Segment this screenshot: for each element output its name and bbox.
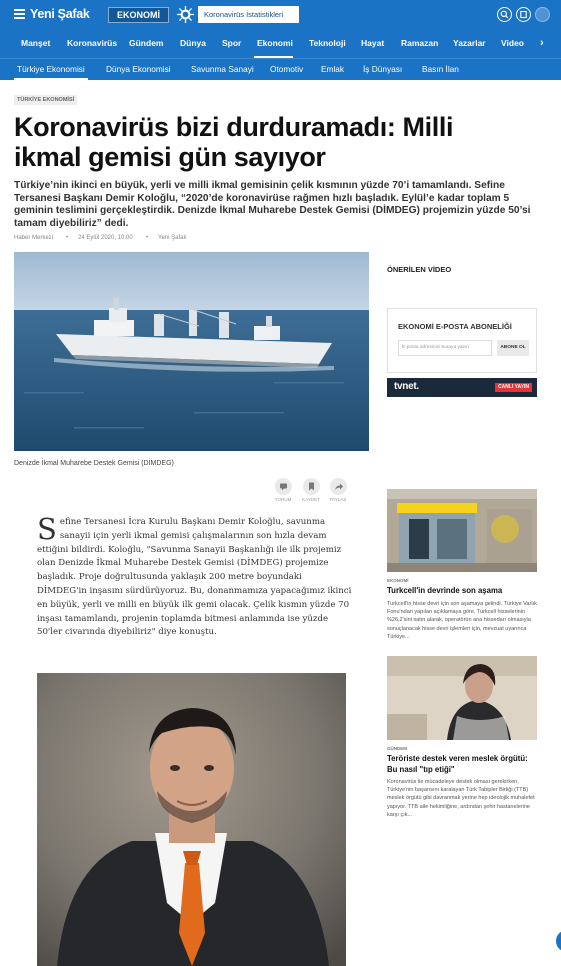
portrait-image[interactable] — [37, 673, 346, 966]
date-dot: • — [66, 235, 69, 241]
subnav-item-emlak[interactable]: Emlak — [321, 64, 345, 74]
subscribe-button[interactable]: ABONE OL — [497, 340, 529, 356]
nav-item-manset[interactable]: Manşet — [21, 38, 51, 48]
nav-item-gundem[interactable]: Gündem — [129, 38, 164, 48]
category-tag[interactable]: TÜRKİYE EKONOMİSİ — [14, 95, 77, 105]
source-dot: • — [146, 235, 149, 241]
menu-icon[interactable] — [14, 9, 25, 19]
site-logo[interactable]: Yeni Şafak — [30, 7, 90, 21]
article-title: Koronavirüs bizi durduramadı: Milli ikmal gemisi gün sayıyor — [14, 112, 454, 172]
subnav-item-savunma-sanayi[interactable]: Savunma Sanayi — [191, 64, 254, 74]
gallery-icon[interactable] — [516, 7, 531, 22]
nav-item-koronavirus[interactable]: Koronavirüs — [67, 38, 118, 48]
section-badge[interactable]: EKONOMİ — [108, 7, 169, 23]
card-description: Turkcell'in hisse devri için son aşamaya gelindi. Türkiye Varlık Fonu'ndan yapılan açıklamaya göre, Turkcell hisselerinin %26,2'sini satın alarak, operatörün ana hissedarı olmasıyla sonuçlanacak hisse devri işlemleri için, mevzuat uyarınca Türkiye... — [387, 601, 537, 640]
recommended-video-label: ÖNERİLEN VİDEO — [387, 265, 452, 274]
card-description: Koronavirüs ile mücadeleye destek olması gerekirken, Türkiye'nin başarısını karalayan Türk Tabipler Birliği (TTB) meslek örgütü gibi davranmak yerine hep ideolojik muhalefet yapıyor. TTB aile hekimliğine, ardından şehir hastanelerine karşı çık... — [387, 779, 535, 818]
article-main-image[interactable] — [14, 252, 369, 451]
subnav-item-dunya-ekonomisi[interactable]: Dünya Ekonomisi — [106, 64, 171, 74]
share-label: PAYLAŞ — [329, 497, 347, 502]
article-date: 24 Eylül 2020, 10:00 — [78, 235, 133, 241]
nav-item-teknoloji[interactable]: Teknoloji — [309, 38, 346, 48]
comment-label: YORUM — [274, 497, 292, 502]
card-title[interactable]: Teröriste destek veren meslek örgütü: Bu nasıl "tıp etiği" — [387, 754, 528, 774]
scroll-top-button[interactable] — [556, 930, 561, 952]
user-icon[interactable] — [535, 7, 550, 22]
subnav-item-turkiye-ekonomisi[interactable]: Türkiye Ekonomisi — [17, 64, 85, 74]
image-caption: Denizde İkmal Muharebe Destek Gemisi (DİMDEG) — [14, 460, 174, 467]
subnav-item-otomotiv[interactable]: Otomotiv — [270, 64, 304, 74]
save-button[interactable] — [298, 478, 324, 502]
nav-item-hayat[interactable]: Hayat — [361, 38, 385, 48]
subnav-item-basin-ilan[interactable]: Basın İlan — [422, 64, 459, 74]
drop-cap: S — [37, 512, 57, 546]
card-title[interactable]: Turkcell'in devrinde son aşama — [387, 586, 503, 595]
live-badge[interactable]: CANLI YAYIN — [495, 383, 532, 392]
newsletter-box — [387, 308, 537, 373]
share-icon — [330, 478, 347, 495]
chevron-right-icon[interactable]: › — [540, 37, 544, 49]
nav-item-yazarlar[interactable]: Yazarlar — [453, 38, 486, 48]
article-source: Yeni Şafak — [158, 235, 187, 241]
comment-button[interactable] — [270, 478, 296, 502]
subnav-active-indicator — [14, 78, 88, 80]
article-summary: Türkiye’nin ikinci en büyük, yerli ve milli ikmal gemisinin çelik kısmının yüzde 70’i tamamlandı. Sefine Tersanesi Başkanı Demir Koloğlu, “2020’de koronavirüse rağmen hızlı başladık. Eylül’e kadar toplam 5 geminin teslimini gerçekleştirdik. Denizde İkmal Muharebe Destek Gemisi (DİMDEG) projemizin yüzde 50’si tamam diyebiliriz” dedi. — [14, 180, 531, 229]
tvnet-logo: tvnet. — [394, 381, 419, 392]
save-label: KAYDET — [302, 497, 320, 502]
tvnet-banner[interactable] — [387, 378, 537, 397]
main-nav — [0, 30, 561, 58]
nav-item-dunya[interactable]: Dünya — [180, 38, 206, 48]
card-category[interactable]: GÜNDEM — [387, 746, 407, 751]
top-bar — [0, 0, 561, 30]
nav-item-video[interactable]: Video — [501, 38, 524, 48]
news-card-image[interactable] — [387, 489, 537, 572]
article-body-text: efine Tersanesi İcra Kurulu Başkanı Demir Koloğlu, savunma sanayii için yerli ikmal gemisi çalışmalarının son hızla devam ettiğini bildirdi. Koloğlu, "Savunma Sanayii Başkanlığı ile ilk projemiz olan Denizde İkmal Muharebe Destek Gemisi (DİMDEG) projemize başladık. Proje doğrultusunda yaklaşık 200 metre boyundaki DİMDEG'in inşasını sürdürüyoruz. Bu, donanmamıza yapacağımız ikinci en büyük, yerli ve milli en büyük ilk gemi olacak. Çelik kısmın yüzde 70 inşası tamamlandı, projenin toplamda bitmesi anlamında ise yüzde 50'ler civarında diyebiliriz" diye konuştu. — [37, 517, 352, 638]
newsletter-title: EKONOMİ E-POSTA ABONELİĞİ — [398, 322, 512, 331]
subnav-item-is-dunyasi[interactable]: İş Dünyası — [363, 64, 403, 74]
nav-item-ekonomi[interactable]: Ekonomi — [257, 38, 293, 48]
article-body — [37, 512, 352, 640]
bookmark-icon — [303, 478, 320, 495]
card-category[interactable]: EKONOMİ — [387, 578, 409, 583]
share-button[interactable] — [325, 478, 351, 502]
sub-nav — [0, 58, 561, 80]
news-card-image[interactable] — [387, 656, 537, 740]
nav-item-spor[interactable]: Spor — [222, 38, 242, 48]
nav-item-ramazan[interactable]: Ramazan — [401, 38, 439, 48]
virus-icon[interactable] — [176, 5, 195, 24]
covid-stats-button[interactable]: Koronavirüs İstatistikleri — [198, 6, 299, 23]
search-icon[interactable] — [497, 7, 512, 22]
email-input[interactable]: E-posta adresinizi buraya yazın — [398, 340, 492, 356]
comment-icon — [275, 478, 292, 495]
article-author: Haber Merkezi — [14, 235, 54, 241]
